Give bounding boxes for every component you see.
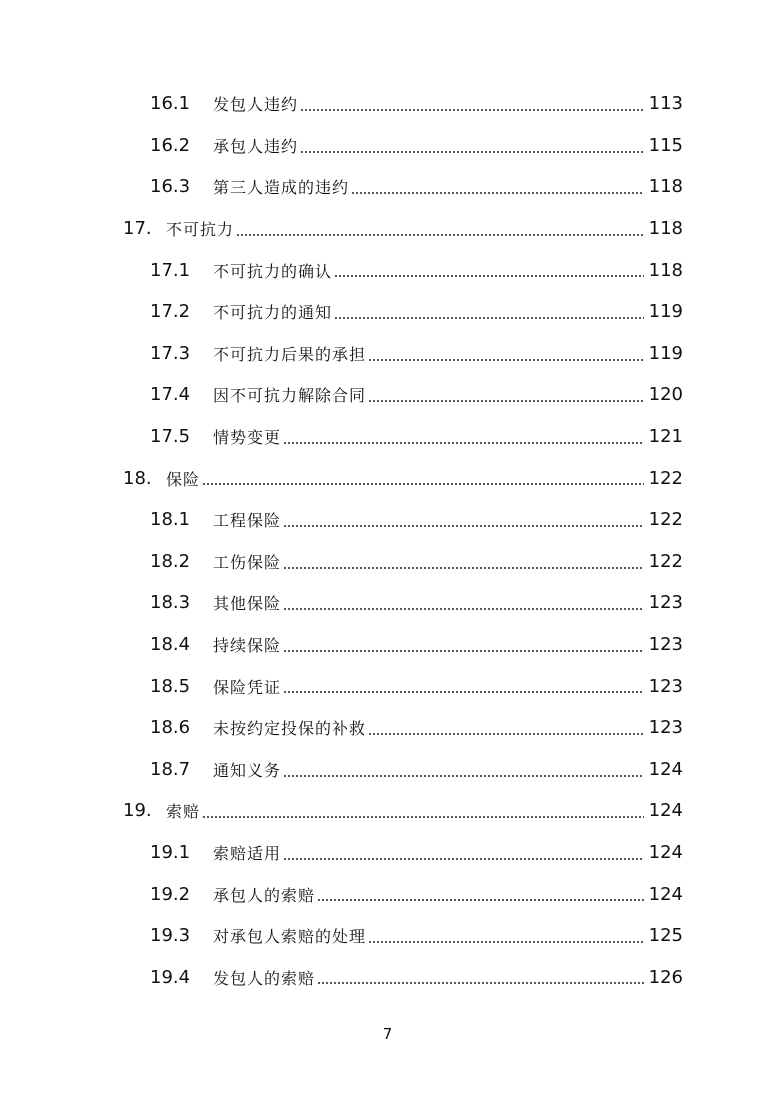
toc-entry-number: 19.3 <box>150 925 191 947</box>
toc-chapter-entry[interactable] <box>0 457 775 499</box>
toc-leader-dots <box>283 775 644 777</box>
toc-entry-number: 16.3 <box>150 176 191 198</box>
toc-entry-number: 18.3 <box>150 592 191 614</box>
toc-section-entry[interactable] <box>0 249 775 291</box>
toc-entry-number: 17.5 <box>150 426 191 448</box>
toc-entry-title: 对承包人索赔的处理 <box>213 927 367 947</box>
toc-entry-number: 16.1 <box>150 93 191 115</box>
toc-entry-title: 发包人的索赔 <box>213 968 316 988</box>
toc-entry-number: 18.5 <box>150 675 191 697</box>
toc-entry-page: 122 <box>648 467 683 489</box>
toc-leader-dots <box>283 858 644 860</box>
toc-entry-number: 17.4 <box>150 384 191 406</box>
toc-section-entry[interactable] <box>0 416 775 458</box>
toc-entry-page: 124 <box>648 883 683 905</box>
toc-section-entry[interactable] <box>0 915 775 957</box>
toc-chapter-entry[interactable] <box>0 208 775 250</box>
toc-entry-number: 17.2 <box>150 301 191 323</box>
toc-entry-title: 通知义务 <box>213 760 282 780</box>
toc-leader-dots <box>351 192 644 194</box>
toc-entry-page: 119 <box>648 301 683 323</box>
toc-entry-page: 123 <box>648 717 683 739</box>
toc-entry-page: 118 <box>648 259 683 281</box>
toc-entry-title: 因不可抗力解除合同 <box>213 386 367 406</box>
toc-leader-dots <box>368 941 644 943</box>
toc-entry-title: 第三人造成的违约 <box>213 178 350 198</box>
toc-entry-title: 不可抗力的确认 <box>213 261 333 281</box>
toc-entry-title: 工伤保险 <box>213 552 282 572</box>
toc-entry-page: 118 <box>648 176 683 198</box>
toc-entry-title: 索赔适用 <box>213 843 282 863</box>
toc-leader-dots <box>283 691 644 693</box>
toc-section-entry[interactable] <box>0 956 775 998</box>
toc-section-entry[interactable] <box>0 873 775 915</box>
toc-entry-number: 18.1 <box>150 509 191 531</box>
toc-entry-page: 120 <box>648 384 683 406</box>
page-number: 7 <box>382 1025 393 1043</box>
toc-entry-title: 情势变更 <box>213 428 282 448</box>
toc-entry-number: 17.3 <box>150 342 191 364</box>
toc-entry-page: 126 <box>648 966 683 988</box>
toc-leader-dots <box>317 982 644 984</box>
toc-section-entry[interactable] <box>0 749 775 791</box>
toc-section-entry[interactable] <box>0 541 775 583</box>
toc-leader-dots <box>300 109 644 111</box>
toc-entry-page: 118 <box>648 218 683 240</box>
toc-entry-page: 123 <box>648 675 683 697</box>
toc-section-entry[interactable] <box>0 832 775 874</box>
toc-section-entry[interactable] <box>0 125 775 167</box>
toc-entry-title: 不可抗力 <box>166 220 235 240</box>
toc-entry-title: 承包人违约 <box>213 136 299 156</box>
toc-entry-number: 19.1 <box>150 841 191 863</box>
toc-entry-page: 113 <box>648 93 683 115</box>
toc-entry-number: 19.4 <box>150 966 191 988</box>
toc-entry-title: 索赔 <box>166 802 201 822</box>
toc-leader-dots <box>283 525 644 527</box>
toc-leader-dots <box>283 442 644 444</box>
toc-section-entry[interactable] <box>0 582 775 624</box>
toc-leader-dots <box>236 234 644 236</box>
toc-section-entry[interactable] <box>0 333 775 375</box>
toc-entry-title: 其他保险 <box>213 594 282 614</box>
toc-entry-page: 122 <box>648 550 683 572</box>
toc-entry-page: 125 <box>648 925 683 947</box>
toc-leader-dots <box>300 151 644 153</box>
toc-chapter-entry[interactable] <box>0 790 775 832</box>
toc-leader-dots <box>202 483 644 485</box>
toc-leader-dots <box>317 899 644 901</box>
toc-section-entry[interactable] <box>0 499 775 541</box>
toc-entry-number: 19.2 <box>150 883 191 905</box>
toc-entry-title: 不可抗力后果的承担 <box>213 344 367 364</box>
toc-section-entry[interactable] <box>0 665 775 707</box>
toc-entry-number: 17.1 <box>150 259 191 281</box>
toc-entry-title: 发包人违约 <box>213 95 299 115</box>
toc-leader-dots <box>283 650 644 652</box>
toc-entry-title: 不可抗力的通知 <box>213 303 333 323</box>
toc-entry-page: 123 <box>648 592 683 614</box>
toc-leader-dots <box>368 400 644 402</box>
toc-entry-page: 115 <box>648 134 683 156</box>
toc-entry-page: 124 <box>648 800 683 822</box>
toc-leader-dots <box>202 816 644 818</box>
toc-entry-number: 18.2 <box>150 550 191 572</box>
toc-entry-page: 124 <box>648 841 683 863</box>
toc-section-entry[interactable] <box>0 624 775 666</box>
toc-entry-title: 承包人的索赔 <box>213 885 316 905</box>
toc-section-entry[interactable] <box>0 374 775 416</box>
toc-entry-page: 124 <box>648 758 683 780</box>
toc-entry-number: 18.7 <box>150 758 191 780</box>
toc-entry-title: 保险凭证 <box>213 677 282 697</box>
toc-leader-dots <box>334 317 644 319</box>
toc-leader-dots <box>334 275 644 277</box>
toc-entry-title: 未按约定投保的补救 <box>213 719 367 739</box>
toc-entry-page: 119 <box>648 342 683 364</box>
toc-section-entry[interactable] <box>0 707 775 749</box>
toc-entry-number: 18.4 <box>150 634 191 656</box>
toc-section-entry[interactable] <box>0 291 775 333</box>
toc-leader-dots <box>368 733 644 735</box>
toc-entry-number: 17. <box>123 218 152 240</box>
toc-leader-dots <box>283 608 644 610</box>
toc-section-entry[interactable] <box>0 83 775 125</box>
toc-entry-page: 122 <box>648 509 683 531</box>
toc-entry-number: 18.6 <box>150 717 191 739</box>
toc-entry-title: 工程保险 <box>213 511 282 531</box>
toc-entry-number: 16.2 <box>150 134 191 156</box>
toc-entry-page: 123 <box>648 634 683 656</box>
toc-leader-dots <box>368 359 644 361</box>
toc-entry-page: 121 <box>648 426 683 448</box>
toc-section-entry[interactable] <box>0 166 775 208</box>
toc-entry-number: 19. <box>123 800 152 822</box>
toc-leader-dots <box>283 567 644 569</box>
toc-entry-title: 持续保险 <box>213 636 282 656</box>
toc-entry-title: 保险 <box>166 469 201 489</box>
toc-entry-number: 18. <box>123 467 152 489</box>
table-of-contents <box>0 83 775 998</box>
